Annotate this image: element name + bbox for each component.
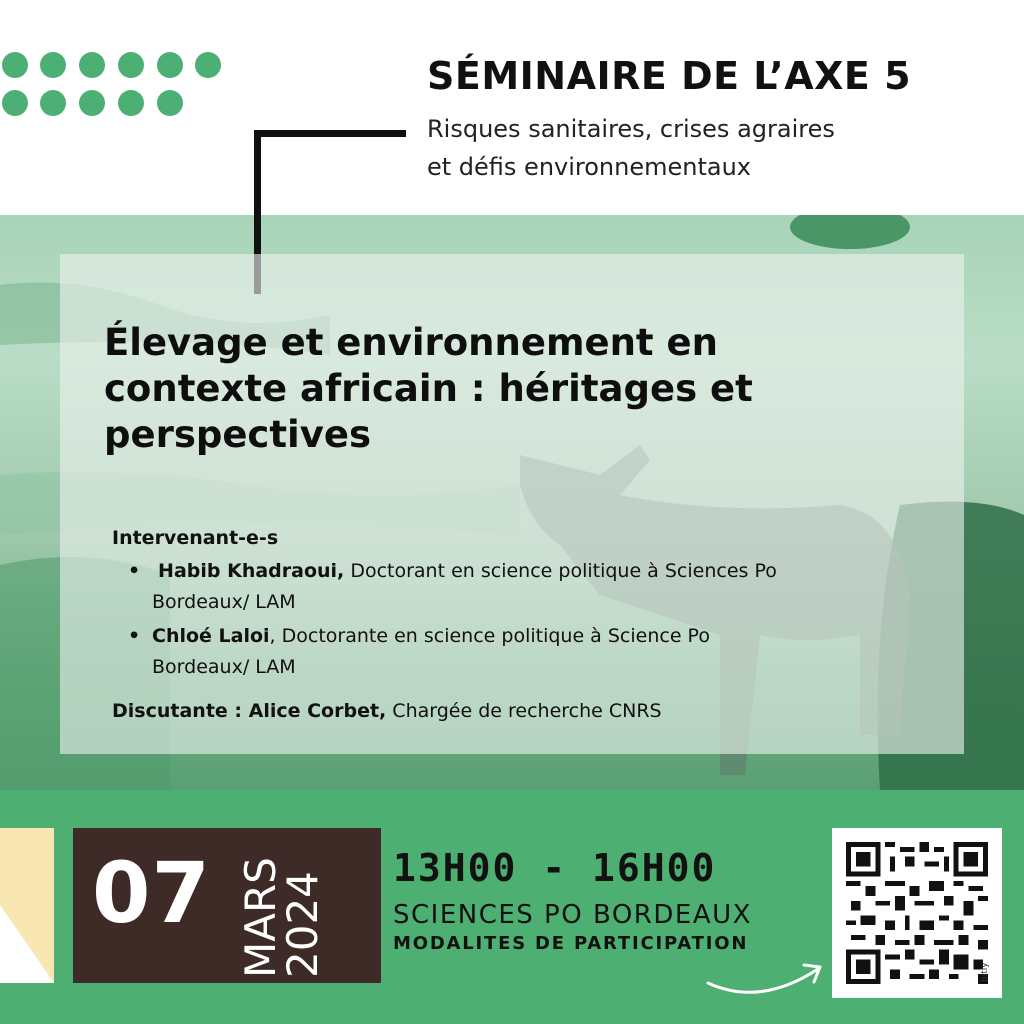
topic-line-2: contexte africain : héritages et xyxy=(104,367,753,410)
qr-code-icon xyxy=(846,842,988,984)
event-year: 2024 xyxy=(278,871,327,978)
speaker-item xyxy=(112,621,942,683)
bullet: • xyxy=(128,560,141,582)
qr-code[interactable] xyxy=(832,828,1002,998)
bullet: • xyxy=(128,625,141,647)
discussant-name: Discutante : Alice Corbet, xyxy=(112,700,387,722)
speaker-role: Doctorant en science politique à Sciences Po xyxy=(344,560,777,582)
speaker-role: , Doctorante en science politique à Science Po xyxy=(269,625,710,647)
speaker-item xyxy=(112,556,942,618)
discussant-role: Chargée de recherche CNRS xyxy=(386,700,662,722)
decorative-dots xyxy=(0,52,240,122)
participation-link[interactable]: MODALITES DE PARTICIPATION xyxy=(393,933,749,954)
event-day: 07 xyxy=(92,844,211,942)
seminar-topic-title xyxy=(104,320,884,458)
topic-line-1: Élevage et environnement en xyxy=(104,321,718,364)
discussant xyxy=(112,697,942,725)
speaker-name: Chloé Laloi xyxy=(152,625,270,647)
decorative-triangle xyxy=(0,905,54,983)
speaker-affiliation: Bordeaux/ LAM xyxy=(152,656,296,678)
curved-arrow-icon xyxy=(700,955,830,1005)
seminar-title: SÉMINAIRE DE L’AXE 5 xyxy=(427,54,912,98)
topic-line-3: perspectives xyxy=(104,413,371,456)
event-month: MARS xyxy=(236,857,285,978)
speaker-affiliation: Bordeaux/ LAM xyxy=(152,591,296,613)
event-month-year xyxy=(236,828,327,978)
connector-line-horizontal xyxy=(254,130,406,137)
event-time: 13H00 - 16H00 xyxy=(393,846,717,890)
subtitle-line-2: et défis environnementaux xyxy=(427,153,751,181)
speakers-section xyxy=(112,524,942,725)
subtitle-line-1: Risques sanitaires, crises agraires xyxy=(427,115,835,143)
speakers-heading: Intervenant-e-s xyxy=(112,527,279,549)
seminar-subtitle xyxy=(427,110,987,186)
qr-brand-label: bitly xyxy=(980,962,990,982)
speaker-name: Habib Khadraoui, xyxy=(158,560,345,582)
event-place: SCIENCES PO BORDEAUX xyxy=(393,900,752,930)
